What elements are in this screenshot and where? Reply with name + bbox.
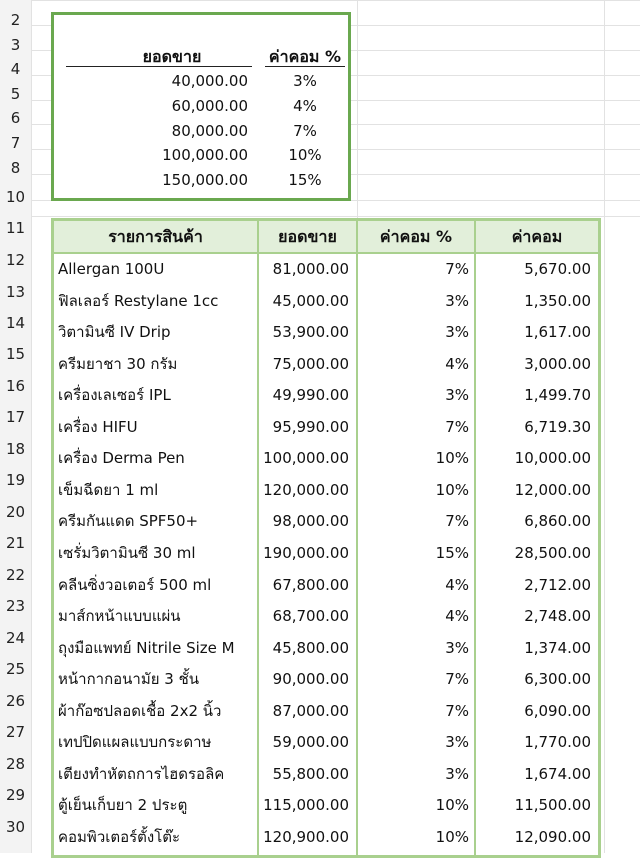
cell-product[interactable]: เครื่อง Derma Pen xyxy=(58,449,185,468)
rate-sales-threshold[interactable]: 40,000.00 xyxy=(171,72,248,90)
cell-product[interactable]: ครีมยาชา 30 กรัม xyxy=(58,354,178,373)
cell-commission-percent[interactable]: 4% xyxy=(445,575,469,594)
cell-commission[interactable]: 1,674.00 xyxy=(524,764,591,783)
cell-sales[interactable]: 90,000.00 xyxy=(272,670,349,689)
cell-product[interactable]: เทปปิดแผลแบบกระดาษ xyxy=(58,733,212,752)
row-number[interactable]: 21 xyxy=(5,534,26,552)
row-number[interactable]: 8 xyxy=(10,159,21,177)
cell-commission[interactable]: 2,748.00 xyxy=(524,607,591,626)
rate-sales-threshold[interactable]: 80,000.00 xyxy=(171,121,248,140)
cell-commission-percent[interactable]: 3% xyxy=(445,733,469,752)
rate-commission-percent[interactable]: 7% xyxy=(293,121,317,140)
cell-commission-percent[interactable]: 4% xyxy=(445,607,469,626)
table-header-row xyxy=(54,221,598,254)
cell-sales[interactable]: 98,000.00 xyxy=(272,512,349,531)
table-row xyxy=(54,759,598,791)
grid-line xyxy=(31,216,640,217)
rate-commission-percent[interactable]: 15% xyxy=(288,171,322,190)
row-number[interactable]: 27 xyxy=(5,723,26,741)
row-number[interactable]: 16 xyxy=(5,377,26,395)
rate-commission-percent[interactable]: 3% xyxy=(293,72,317,90)
table-row xyxy=(54,538,598,570)
cell-commission[interactable]: 3,000.00 xyxy=(524,354,591,373)
row-number[interactable]: 15 xyxy=(5,345,26,363)
row-number[interactable]: 6 xyxy=(10,109,21,127)
row-number[interactable]: 12 xyxy=(5,251,26,269)
cell-product[interactable]: มาส์กหน้าแบบแผ่น xyxy=(58,607,181,626)
cell-commission-percent[interactable]: 10% xyxy=(435,796,469,815)
table-row xyxy=(54,254,598,286)
cell-product[interactable]: Allergan 100U xyxy=(58,260,165,278)
sales-commission-table xyxy=(51,218,601,858)
row-number[interactable]: 7 xyxy=(10,134,21,152)
header-underline xyxy=(265,66,345,67)
cell-commission[interactable]: 10,000.00 xyxy=(514,449,591,468)
cell-sales[interactable]: 190,000.00 xyxy=(263,543,349,562)
row-number[interactable]: 17 xyxy=(5,408,26,426)
grid-line xyxy=(31,0,32,853)
row-number[interactable]: 24 xyxy=(5,629,26,647)
cell-commission[interactable]: 6,860.00 xyxy=(524,512,591,531)
rate-sales-threshold[interactable]: 60,000.00 xyxy=(171,96,248,115)
cell-product[interactable]: ถุงมือแพทย์ Nitrile Size M xyxy=(58,638,235,657)
row-number[interactable]: 3 xyxy=(10,36,21,54)
rate-commission-percent[interactable]: 4% xyxy=(293,96,317,115)
cell-commission-percent[interactable]: 3% xyxy=(445,386,469,405)
cell-commission[interactable]: 11,500.00 xyxy=(514,796,591,815)
cell-commission-percent[interactable]: 10% xyxy=(435,449,469,468)
cell-commission-percent[interactable]: 4% xyxy=(445,354,469,373)
header-sales[interactable]: ยอดขาย xyxy=(259,221,358,252)
cell-sales[interactable]: 120,000.00 xyxy=(263,480,349,499)
row-number[interactable]: 10 xyxy=(5,188,26,206)
row-number[interactable]: 28 xyxy=(5,755,26,773)
cell-sales[interactable]: 67,800.00 xyxy=(272,575,349,594)
cell-commission[interactable]: 28,500.00 xyxy=(514,543,591,562)
rate-header-commission: ค่าคอม % xyxy=(268,47,342,66)
cell-sales[interactable]: 95,990.00 xyxy=(272,417,349,436)
table-row xyxy=(54,727,598,759)
table-row xyxy=(54,822,598,854)
cell-product[interactable]: เซรั่มวิตามินซี 30 ml xyxy=(58,543,196,562)
grid-line xyxy=(31,0,640,1)
cell-commission[interactable]: 6,719.30 xyxy=(524,417,591,436)
row-number[interactable]: 26 xyxy=(5,692,26,710)
cell-sales[interactable]: 45,800.00 xyxy=(272,638,349,657)
table-row xyxy=(54,664,598,696)
row-number[interactable]: 13 xyxy=(5,283,26,301)
table-row xyxy=(54,475,598,507)
row-number[interactable]: 18 xyxy=(5,440,26,458)
cell-commission[interactable]: 6,090.00 xyxy=(524,701,591,720)
cell-commission-percent[interactable]: 7% xyxy=(445,512,469,531)
cell-commission[interactable]: 2,712.00 xyxy=(524,575,591,594)
cell-product[interactable]: ตู้เย็นเก็บยา 2 ประตู xyxy=(58,796,188,815)
cell-commission[interactable]: 1,499.70 xyxy=(524,386,591,405)
cell-commission-percent[interactable]: 7% xyxy=(445,701,469,720)
cell-sales[interactable]: 81,000.00 xyxy=(272,260,349,278)
row-number[interactable]: 25 xyxy=(5,660,26,678)
cell-product[interactable]: หน้ากากอนามัย 3 ชั้น xyxy=(58,670,200,689)
cell-commission-percent[interactable]: 7% xyxy=(445,260,469,278)
row-number[interactable]: 19 xyxy=(5,471,26,489)
cell-product[interactable]: เครื่องเลเซอร์ IPL xyxy=(58,386,171,405)
cell-commission-percent[interactable]: 7% xyxy=(445,670,469,689)
cell-sales[interactable]: 53,900.00 xyxy=(272,323,349,342)
row-number[interactable]: 5 xyxy=(10,85,21,103)
table-row xyxy=(54,506,598,538)
cell-commission-percent[interactable]: 3% xyxy=(445,291,469,310)
cell-commission-percent[interactable]: 3% xyxy=(445,323,469,342)
cell-commission[interactable]: 1,350.00 xyxy=(524,291,591,310)
cell-commission-percent[interactable]: 3% xyxy=(445,638,469,657)
row-number[interactable]: 30 xyxy=(5,818,26,836)
cell-commission[interactable]: 1,770.00 xyxy=(524,733,591,752)
header-underline xyxy=(66,66,252,67)
rate-sales-threshold[interactable]: 150,000.00 xyxy=(162,171,248,190)
cell-product[interactable]: เครื่อง HIFU xyxy=(58,417,138,436)
cell-commission[interactable]: 1,617.00 xyxy=(524,323,591,342)
table-row xyxy=(54,696,598,728)
table-row xyxy=(54,633,598,665)
table-row xyxy=(54,317,598,349)
cell-sales[interactable]: 45,000.00 xyxy=(272,291,349,310)
cell-commission[interactable]: 6,300.00 xyxy=(524,670,591,689)
cell-product[interactable]: ผ้าก๊อซปลอดเชื้อ 2x2 นิ้ว xyxy=(58,701,222,720)
row-number[interactable]: 20 xyxy=(5,503,26,521)
grid-line xyxy=(604,0,605,853)
row-number[interactable]: 22 xyxy=(5,566,26,584)
cell-product[interactable]: คลีนซิ่งวอเตอร์ 500 ml xyxy=(58,575,212,594)
row-number[interactable]: 29 xyxy=(5,786,26,804)
cell-sales[interactable]: 75,000.00 xyxy=(272,354,349,373)
cell-commission[interactable]: 12,090.00 xyxy=(514,827,591,846)
commission-rate-table xyxy=(51,12,351,201)
cell-product[interactable]: เตียงทำหัตถการไฮดรอลิค xyxy=(58,764,225,783)
row-number[interactable]: 2 xyxy=(10,11,21,29)
cell-product[interactable]: คอมพิวเตอร์ตั้งโต๊ะ xyxy=(58,827,181,846)
rate-sales-threshold[interactable]: 100,000.00 xyxy=(162,146,248,165)
cell-commission-percent[interactable]: 7% xyxy=(445,417,469,436)
table-row xyxy=(54,570,598,602)
cell-sales[interactable]: 59,000.00 xyxy=(272,733,349,752)
row-number[interactable]: 23 xyxy=(5,597,26,615)
table-row xyxy=(54,286,598,318)
table-row xyxy=(54,349,598,381)
cell-sales[interactable]: 68,700.00 xyxy=(272,607,349,626)
table-row xyxy=(54,443,598,475)
cell-commission-percent[interactable]: 10% xyxy=(435,480,469,499)
cell-sales[interactable]: 100,000.00 xyxy=(263,449,349,468)
row-number[interactable]: 4 xyxy=(10,60,21,78)
cell-commission-percent[interactable]: 3% xyxy=(445,764,469,783)
cell-sales[interactable]: 115,000.00 xyxy=(263,796,349,815)
header-product[interactable]: รายการสินค้า xyxy=(54,221,259,252)
header-commission-percent[interactable]: ค่าคอม % xyxy=(358,221,476,252)
cell-product[interactable]: เข็มฉีดยา 1 ml xyxy=(58,480,159,499)
row-number[interactable]: 14 xyxy=(5,314,26,332)
cell-product[interactable]: ครีมกันแดด SPF50+ xyxy=(58,512,199,531)
cell-product[interactable]: ฟิลเลอร์ Restylane 1cc xyxy=(58,291,219,310)
table-row xyxy=(54,412,598,444)
cell-product[interactable]: วิตามินซี IV Drip xyxy=(58,323,171,342)
header-commission[interactable]: ค่าคอม xyxy=(511,227,563,246)
cell-commission-percent[interactable]: 10% xyxy=(435,827,469,846)
cell-sales[interactable]: 120,900.00 xyxy=(263,827,349,846)
table-row xyxy=(54,790,598,822)
cell-commission[interactable]: 5,670.00 xyxy=(524,260,591,278)
cell-sales[interactable]: 55,800.00 xyxy=(272,764,349,783)
cell-sales[interactable]: 49,990.00 xyxy=(272,386,349,405)
cell-sales[interactable]: 87,000.00 xyxy=(272,701,349,720)
rate-header-sales: ยอดขาย xyxy=(142,47,202,66)
cell-commission[interactable]: 12,000.00 xyxy=(514,480,591,499)
cell-commission-percent[interactable]: 15% xyxy=(435,543,469,562)
table-row xyxy=(54,380,598,412)
cell-commission[interactable]: 1,374.00 xyxy=(524,638,591,657)
table-row xyxy=(54,601,598,633)
row-number[interactable]: 11 xyxy=(5,219,26,237)
rate-commission-percent[interactable]: 10% xyxy=(288,146,322,165)
